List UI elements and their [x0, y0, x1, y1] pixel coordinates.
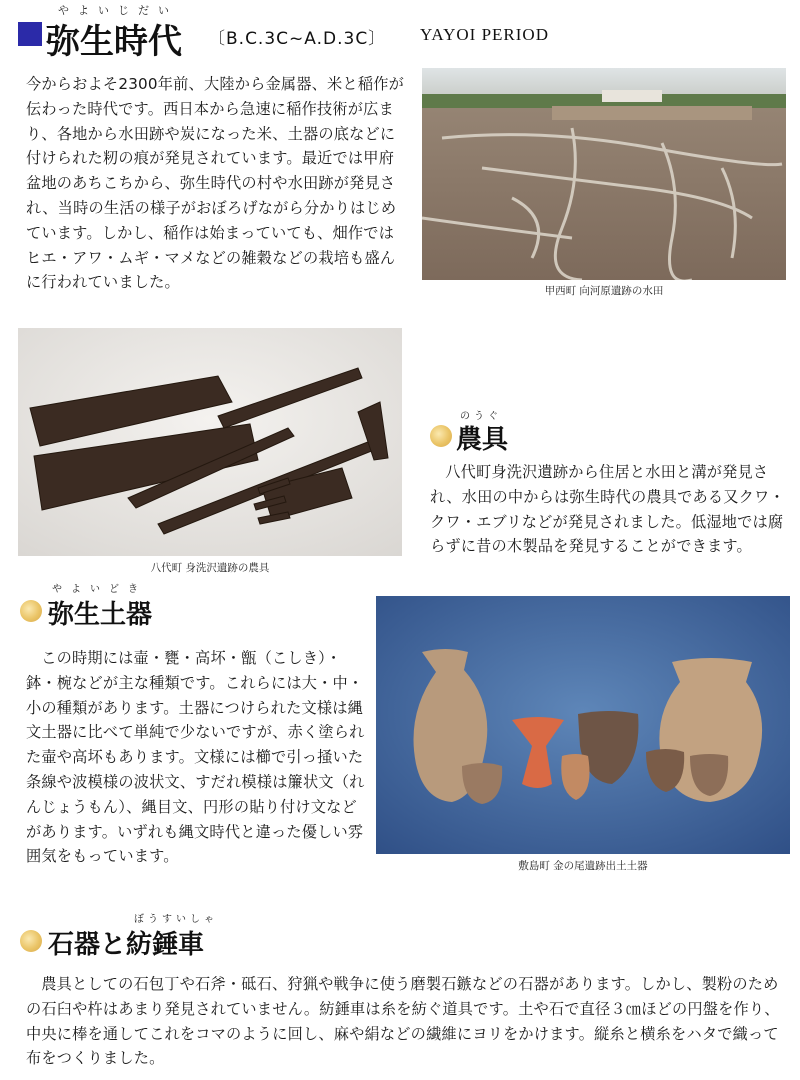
farming-tools-illustration — [18, 328, 402, 556]
sekki-title-part-b: 紡錘車 — [126, 930, 205, 960]
title-square-icon — [18, 22, 42, 46]
page-header — [18, 2, 718, 62]
paddy-field-photo — [422, 68, 786, 280]
doki-ruby: やよいどき — [52, 584, 147, 595]
paddy-field-illustration — [422, 68, 786, 280]
paddy-field-caption: 甲西町 向河原遺跡の水田 — [544, 285, 664, 297]
period-range: 〔B.C.3C~A.D.3C〕 — [208, 29, 387, 49]
sekki-ruby: ぼうすいしゃ — [134, 914, 218, 925]
period-english: YAYOI PERIOD — [420, 25, 549, 44]
bullet-dot-icon — [20, 930, 42, 952]
farming-tools-photo — [18, 328, 402, 556]
nougu-title: 農具 — [456, 425, 509, 455]
title-ruby: やよいじだい — [58, 4, 178, 17]
sekki-text: 農具としての石包丁や石斧・砥石、狩猟や戦争に使う磨製石鏃などの石器があります。しかし、製粉のための石臼や杵はあまり発見されていません。紡錘車は糸を紡ぐ道具です。土や石で直径３㎝ほどの円盤を作り、中央に棒を通してこれをコマのように回し、麻や絹などの繊維にヨリをかけます。縦糸と横糸をハタで織って布をつくりました。 — [26, 975, 780, 1068]
intro-text: 今からおよそ2300年前、大陸から金属器、米と稲作が伝わった時代です。西日本から急速に稲作技術が広まり、各地から水田跡や炭になった米、土器の底などに付けられた籾の痕が発見されています。最近では甲府盆地のあちこちから、弥生時代の村や水田跡が発見され、当時の生活の様子がおぼろげながら分かりはじめています。しかし、稲作は始まっていても、畑作ではヒエ・アワ・ムギ・マメなどの雑穀などの栽培も盛んに行われていました。 — [26, 75, 404, 292]
sekki-title-part-a: 石器と — [48, 930, 127, 960]
pottery-photo — [376, 596, 790, 854]
bullet-dot-icon — [20, 600, 42, 622]
sekki-title — [48, 924, 204, 961]
doki-title: 弥生土器 — [48, 600, 153, 630]
bullet-dot-icon — [430, 425, 452, 447]
pottery-caption: 敷島町 金の尾遺跡出土土器 — [518, 860, 648, 872]
page-title: 弥生時代 — [46, 22, 182, 62]
section-sekki-heading — [20, 910, 320, 962]
doki-text: この時期には壷・甕・高坏・甑（こしき）・鉢・椀などが主な種類です。これらには大・中・小の種類があります。土器につけられた文様は縄文土器に比べて単純で少ないですが、赤く塗られた壷や高坏もあります。文様には櫛で引っ掻いた条線や波模様の波状文、すだれ模様は簾状文（れんじょうもん）、縄目文、円形の貼り付け文などがあります。いずれも縄文時代と違った優しい雰囲気をもっています。 — [26, 649, 365, 866]
pottery-illustration — [376, 596, 790, 854]
nougu-text: 八代町身洗沢遺跡から住居と水田と溝が発見され、水田の中からは弥生時代の農具である又クワ・クワ・エブリなどが発見されました。低湿地では腐らずに昔の木製品を発見することができます。 — [430, 463, 785, 556]
section-nougu-heading — [430, 407, 630, 457]
nougu-ruby: のうぐ — [460, 411, 502, 422]
farming-tools-caption: 八代町 身洗沢遺跡の農具 — [150, 562, 270, 574]
section-doki-heading — [20, 580, 240, 632]
